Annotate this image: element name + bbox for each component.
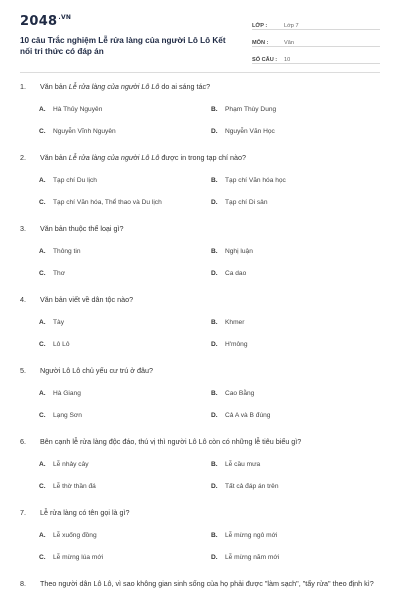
option-b[interactable]: B. Lễ cầu mưa xyxy=(211,461,261,468)
option-c[interactable]: C. Thơ xyxy=(39,270,66,277)
meta-key: MÔN : xyxy=(252,40,269,46)
question-stem: 1. Văn bản Lễ rửa làng của người Lô Lô do ai sáng tác? xyxy=(20,82,211,91)
meta-row-subject xyxy=(252,33,380,47)
site-logo[interactable]: $2048^{.VN}$ xyxy=(20,14,72,29)
question-number: 7. xyxy=(20,508,26,517)
option-b[interactable]: B. Lễ mừng ngô mới xyxy=(211,532,278,539)
header-divider xyxy=(20,72,380,73)
header xyxy=(0,0,400,68)
question-item xyxy=(20,224,380,295)
question-number: 3. xyxy=(20,224,26,233)
document-title: 10 câu Trắc nghiệm Lễ rửa làng của người Lô Lô Kết nối tri thức có đáp án xyxy=(20,36,226,56)
question-number: 4. xyxy=(20,295,26,304)
meta-key: SỐ CÂU : xyxy=(252,57,278,63)
question-number: 5. xyxy=(20,366,26,375)
option-c[interactable]: C. Tạp chí Văn hóa, Thể thao và Du lịch xyxy=(39,199,162,206)
question-item xyxy=(20,437,380,508)
option-a[interactable]: A. Hà Thủy Nguyên xyxy=(39,106,103,113)
option-c[interactable]: C. Lễ mừng lúa mới xyxy=(39,554,104,561)
option-d[interactable]: D. Nguyễn Văn Học xyxy=(211,128,275,135)
question-stem: 2. Văn bản Lễ rửa làng của người Lô Lô được in trong tạp chí nào? xyxy=(20,153,247,162)
option-b[interactable]: B. Khmer xyxy=(211,319,245,326)
options xyxy=(20,389,380,420)
option-a[interactable]: A. Lễ xuống đồng xyxy=(39,532,97,539)
options xyxy=(20,460,380,491)
options xyxy=(20,105,380,136)
options xyxy=(20,318,380,349)
question-stem: 5. Người Lô Lô chủ yếu cư trú ở đâu? xyxy=(20,366,153,375)
option-a[interactable]: A. Thông tin xyxy=(39,248,81,255)
question-number: 1. xyxy=(20,82,26,91)
options xyxy=(20,531,380,562)
meta-row-class xyxy=(252,16,380,30)
question-item xyxy=(20,82,380,153)
options xyxy=(20,247,380,278)
option-b[interactable]: B. Cao Bằng xyxy=(211,390,255,397)
option-d[interactable]: D. Ca dao xyxy=(211,270,247,277)
option-b[interactable]: B. Nghị luận xyxy=(211,248,253,255)
question-stem: 7. Lễ rửa làng có tên gọi là gì? xyxy=(20,508,130,517)
question-number: 8. xyxy=(20,579,26,588)
question-number: 2. xyxy=(20,153,26,162)
question-stem: 3. Văn bản thuộc thể loại gì? xyxy=(20,224,124,233)
option-c[interactable]: C. Nguyễn Vĩnh Nguyên xyxy=(39,128,116,135)
question-number: 6. xyxy=(20,437,26,446)
option-d[interactable]: D. Tất cả đáp án trên xyxy=(211,483,279,490)
option-b[interactable]: B. Phạm Thùy Dung xyxy=(211,106,277,113)
option-d[interactable]: D. Tạp chí Di sản xyxy=(211,199,268,206)
question-item xyxy=(20,366,380,437)
option-b[interactable]: B. Tạp chí Văn hóa học xyxy=(211,177,286,184)
question-item xyxy=(20,153,380,224)
question-stem: 4. Văn bản viết về dân tộc nào? xyxy=(20,295,134,304)
option-d[interactable]: D. Cả A và B đúng xyxy=(211,412,271,419)
question-item xyxy=(20,579,380,600)
meta-info xyxy=(252,16,380,67)
meta-row-count xyxy=(252,50,380,64)
meta-value: Văn xyxy=(284,40,294,46)
option-c[interactable]: C. Lô Lô xyxy=(39,341,70,348)
option-a[interactable]: A. Hà Giang xyxy=(39,390,81,397)
option-c[interactable]: C. Lễ thờ thần đá xyxy=(39,483,96,490)
option-d[interactable]: D. Lễ mừng năm mới xyxy=(211,554,280,561)
option-c[interactable]: C. Lạng Sơn xyxy=(39,412,82,419)
meta-value: Lớp 7 xyxy=(284,23,299,29)
option-a[interactable]: A. Lễ nhảy cây xyxy=(39,461,89,468)
option-a[interactable]: A. Tạp chí Du lịch xyxy=(39,177,97,184)
option-d[interactable]: D. H'mông xyxy=(211,341,248,348)
question-list xyxy=(20,82,380,600)
meta-value: 10 xyxy=(284,57,291,63)
option-a[interactable]: A. Tày xyxy=(39,319,64,326)
question-stem: 6. Bên cạnh lễ rửa làng độc đáo, thú vị thì người Lô Lô còn có những lễ tiêu biểu gì? xyxy=(20,437,302,446)
question-item xyxy=(20,508,380,579)
meta-key: LỚP : xyxy=(252,23,268,29)
question-item xyxy=(20,295,380,366)
question-stem: 8. Theo người dân Lô Lô, vì sao không gian sinh sống của họ phải được "làm sạch", "tẩy rửa" theo định kì? xyxy=(20,579,374,588)
options xyxy=(20,176,380,207)
